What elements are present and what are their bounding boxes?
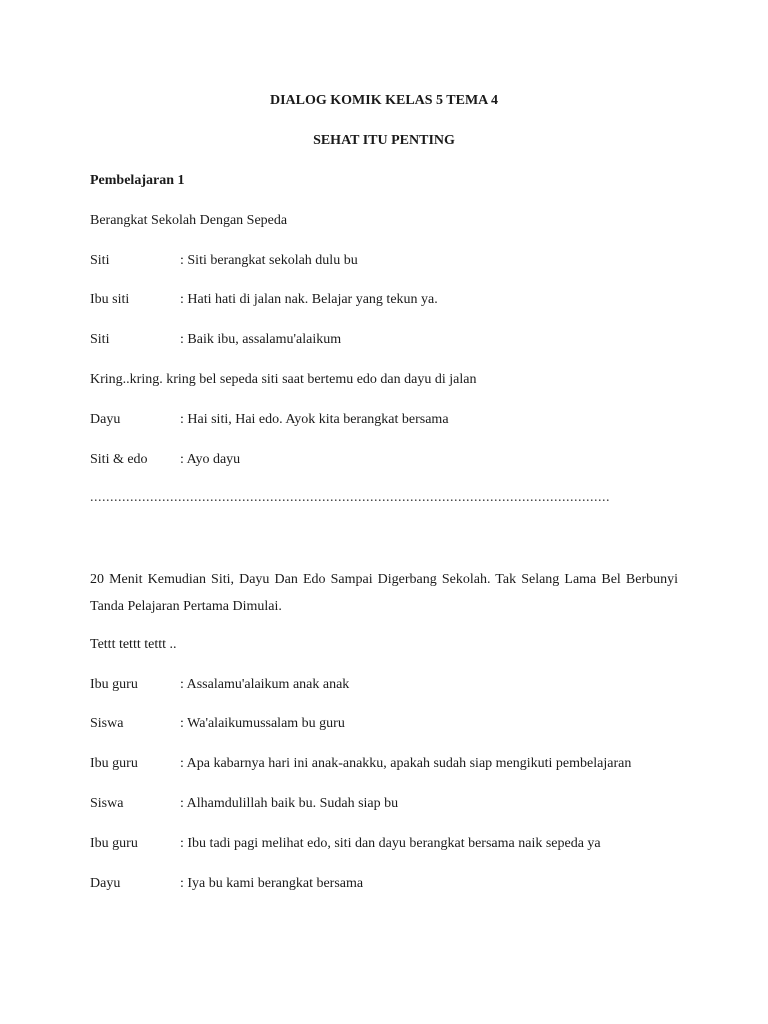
scene-heading: Berangkat Sekolah Dengan Sepeda bbox=[90, 213, 288, 228]
speech-text: : Wa'alaikumussalam bu guru bbox=[180, 716, 345, 731]
narration-paragraph: 20 Menit Kemudian Siti, Dayu Dan Edo Sampai Digerbang Sekolah. Tak Selang Lama Bel Berbunyi Tanda Pelajaran Pertama Dimulai. bbox=[90, 572, 678, 614]
speech-text: : Iya bu kami berangkat bersama bbox=[180, 876, 364, 891]
speaker-name: Siswa bbox=[90, 796, 124, 811]
sound-effect-text: Tettt tettt tettt .. bbox=[90, 637, 177, 652]
speaker-name: Siti bbox=[90, 332, 110, 347]
speaker-name: Ibu guru bbox=[90, 836, 138, 851]
speaker-name: Siti & edo bbox=[90, 452, 148, 467]
speaker-name: Siti bbox=[90, 253, 110, 268]
section-heading: Pembelajaran 1 bbox=[90, 173, 185, 188]
speech-text: : Siti berangkat sekolah dulu bu bbox=[180, 253, 358, 268]
speaker-name: Ibu guru bbox=[90, 677, 138, 692]
speaker-name: Siswa bbox=[90, 716, 124, 731]
speech-text: : Hati hati di jalan nak. Belajar yang tekun ya. bbox=[180, 292, 438, 307]
speaker-name: Ibu guru bbox=[90, 756, 138, 771]
speech-text: : Alhamdulillah baik bu. Sudah siap bu bbox=[180, 796, 399, 811]
dotted-separator: .................................................................................................................................. bbox=[90, 490, 610, 505]
speech-text: : Assalamu'alaikum anak anak bbox=[180, 677, 350, 692]
speech-text: : Baik ibu, assalamu'alaikum bbox=[180, 332, 342, 347]
speech-text: : Ibu tadi pagi melihat edo, siti dan dayu berangkat bersama naik sepeda ya bbox=[180, 836, 601, 851]
narration: Kring..kring. kring bel sepeda siti saat bertemu edo dan dayu di jalan bbox=[90, 372, 477, 387]
speaker-name: Dayu bbox=[90, 412, 121, 427]
speech-text: : Apa kabarnya hari ini anak-anakku, apakah sudah siap mengikuti pembelajaran bbox=[180, 756, 632, 771]
speaker-name: Dayu bbox=[90, 876, 121, 891]
document-title: DIALOG KOMIK KELAS 5 TEMA 4 bbox=[269, 93, 499, 108]
document-subtitle: SEHAT ITU PENTING bbox=[313, 133, 455, 148]
speech-text: : Hai siti, Hai edo. Ayok kita berangkat bersama bbox=[180, 412, 449, 427]
speaker-name: Ibu siti bbox=[90, 292, 130, 307]
speech-text: : Ayo dayu bbox=[180, 452, 241, 467]
